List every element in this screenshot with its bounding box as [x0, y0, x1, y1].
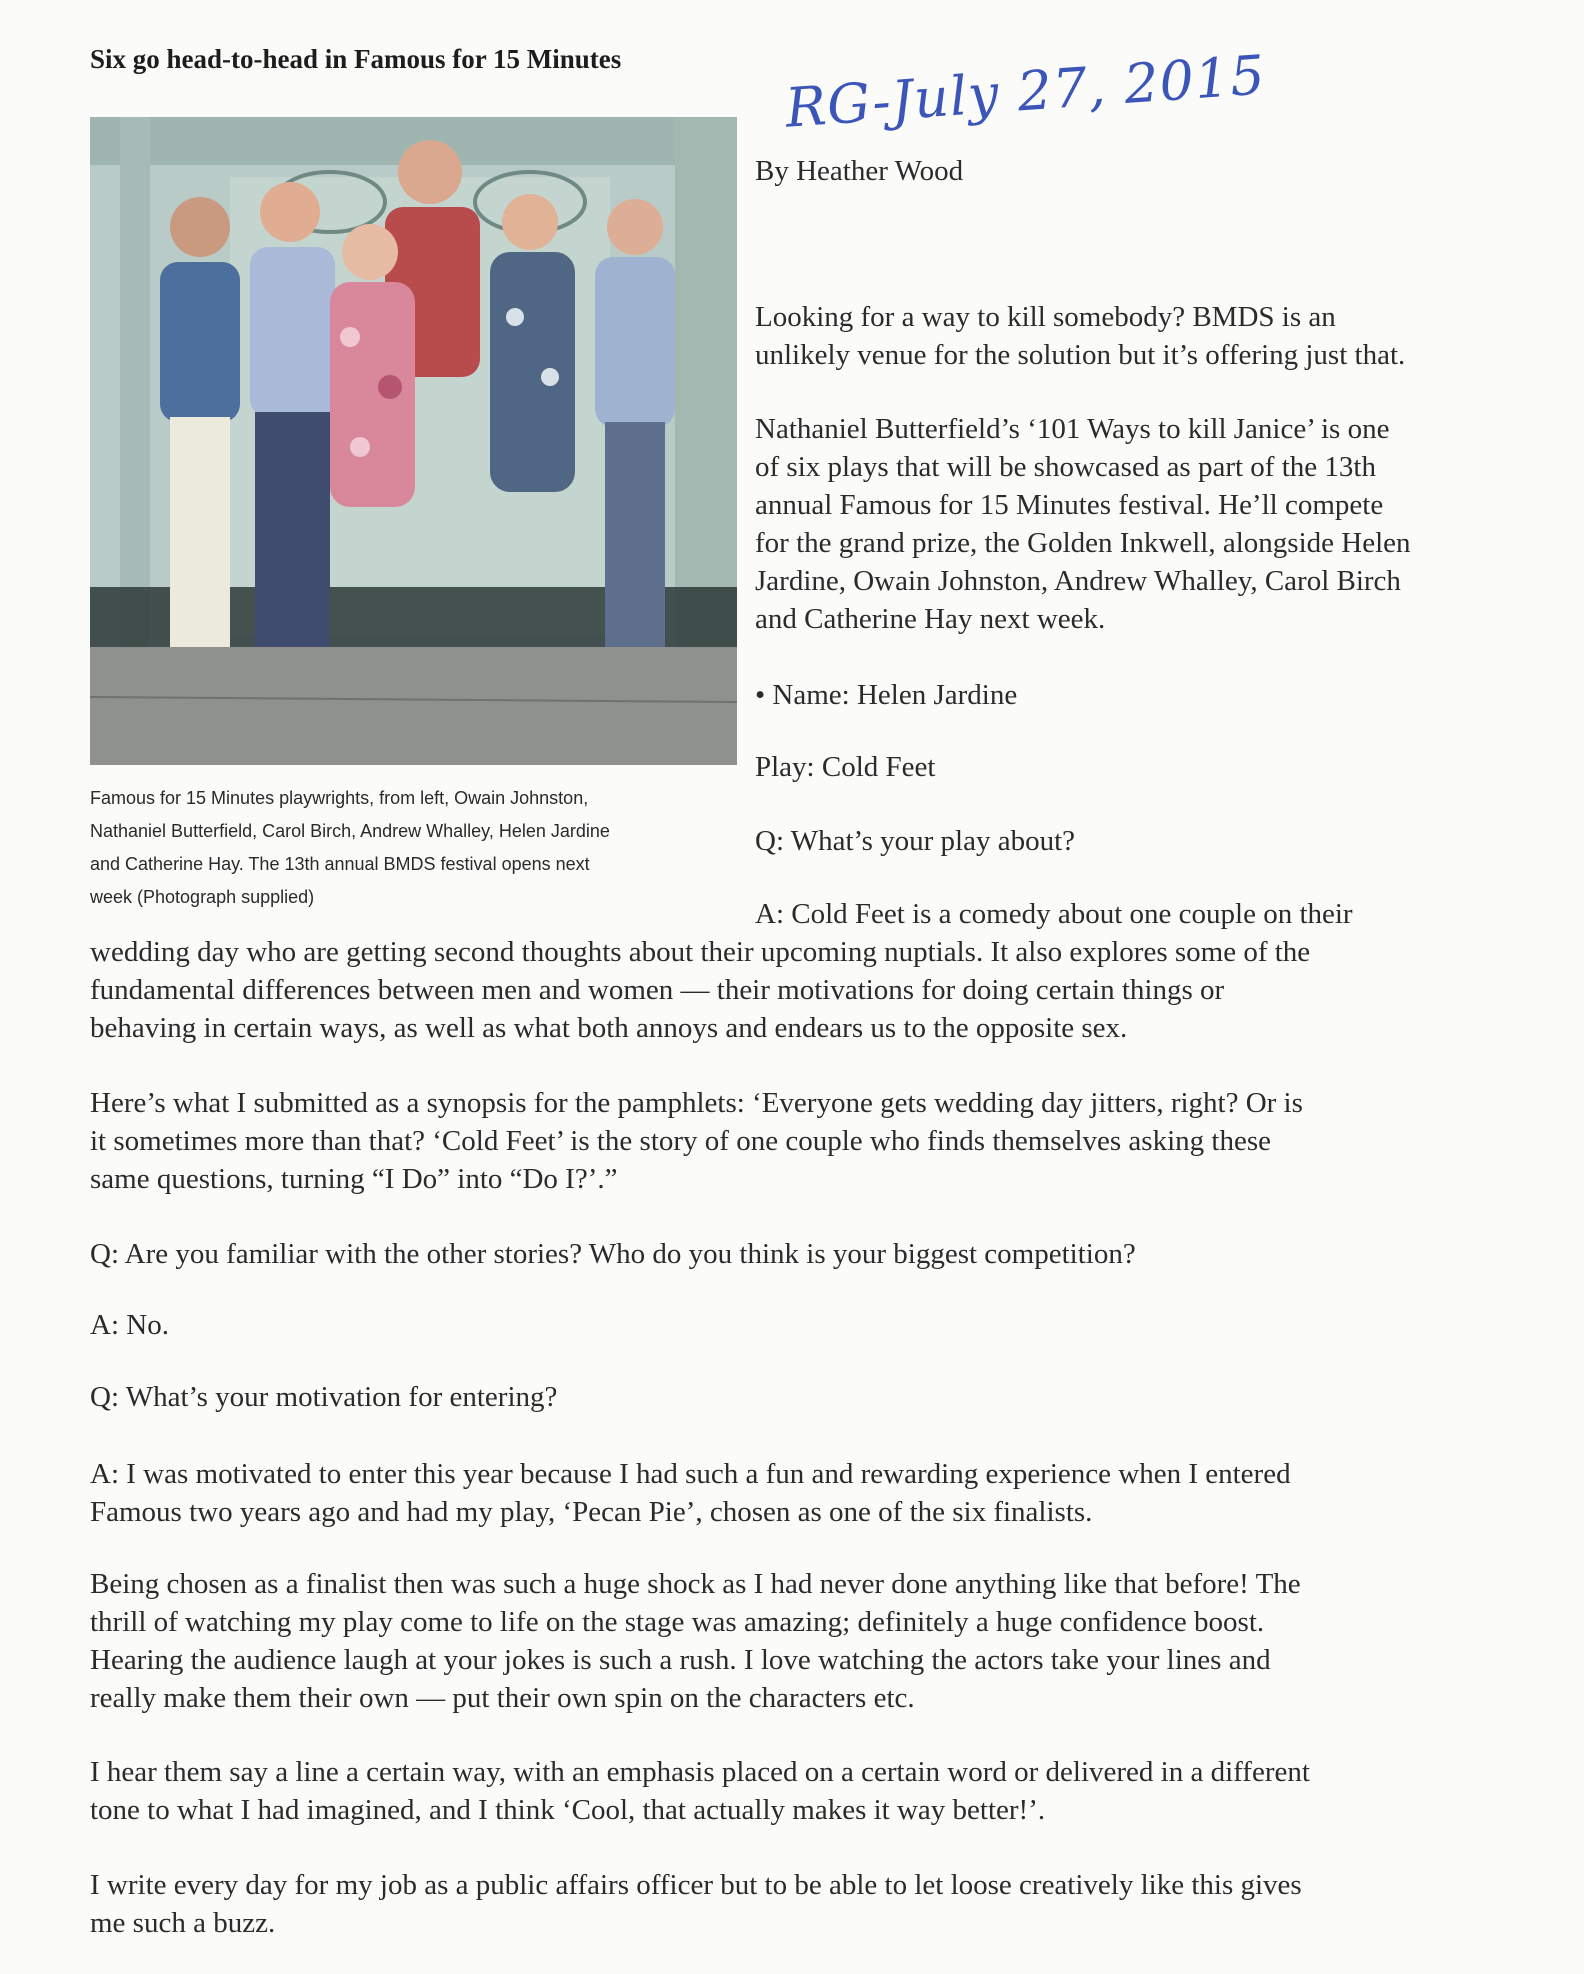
text-line: behaving in certain ways, as well as what both annoys and endears us to the opposite sex. — [90, 1012, 1128, 1044]
synopsis-paragraph — [90, 1084, 1550, 1198]
play-line: Play: Cold Feet — [755, 751, 936, 783]
byline: By Heather Wood — [755, 155, 964, 187]
hear-paragraph — [90, 1753, 1550, 1829]
nominees-paragraph — [755, 410, 1555, 638]
text-line: and Catherine Hay next week. — [755, 603, 1106, 635]
question-2: Q: Are you familiar with the other stories? Who do you think is your biggest competition? — [90, 1238, 1136, 1270]
caption-line: and Catherine Hay. The 13th annual BMDS festival opens next — [90, 854, 590, 874]
photo-caption — [90, 782, 710, 914]
text-line: tone to what I had imagined, and I think ‘Cool, that actually makes it way better!’. — [90, 1794, 1046, 1826]
text-line: of six plays that will be showcased as part of the 13th — [755, 451, 1376, 483]
text-line: I hear them say a line a certain way, with an emphasis placed on a certain word or delivered in a different — [90, 1756, 1310, 1788]
answer-1-start: A: Cold Feet is a comedy about one couple on their — [755, 898, 1353, 930]
text-line: Famous two years ago and had my play, ‘Pecan Pie’, chosen as one of the six finalists. — [90, 1496, 1093, 1528]
text-line: wedding day who are getting second thoughts about their upcoming nuptials. It also explores some of the — [90, 936, 1311, 968]
text-line: Looking for a way to kill somebody? BMDS is an — [755, 301, 1336, 333]
text-line: same questions, turning “I Do” into “Do I?’.” — [90, 1163, 618, 1195]
question-1: Q: What’s your play about? — [755, 825, 1076, 857]
text-line: for the grand prize, the Golden Inkwell, alongside Helen — [755, 527, 1411, 559]
answer-1-rest — [90, 933, 1550, 1047]
group-photo — [90, 117, 737, 765]
text-line: fundamental differences between men and women — their motivations for doing certain things or — [90, 974, 1225, 1006]
answer-3 — [90, 1455, 1550, 1531]
caption-line: week (Photograph supplied) — [90, 887, 315, 907]
handwritten-date-note: RG-July 27, 2015 — [783, 43, 1268, 140]
text-line: me such a buzz. — [90, 1907, 276, 1939]
question-3: Q: What’s your motivation for entering? — [90, 1381, 558, 1413]
finalist-paragraph — [90, 1565, 1550, 1717]
caption-line: Nathaniel Butterfield, Carol Birch, Andrew Whalley, Helen Jardine — [90, 821, 610, 841]
text-line: really make them their own — put their own spin on the characters etc. — [90, 1682, 915, 1714]
text-line: Hearing the audience laugh at your jokes is such a rush. I love watching the actors take your lines and — [90, 1644, 1271, 1676]
text-line: Nathaniel Butterfield’s ‘101 Ways to kill Janice’ is one — [755, 413, 1390, 445]
caption-line: Famous for 15 Minutes playwrights, from left, Owain Johnston, — [90, 788, 589, 808]
intro-paragraph — [755, 298, 1555, 374]
text-line: Jardine, Owain Johnston, Andrew Whalley, Carol Birch — [755, 565, 1401, 597]
group-photo-icon — [90, 117, 737, 765]
text-line: A: I was motivated to enter this year because I had such a fun and rewarding experience when I entered — [90, 1458, 1291, 1490]
text-line: Being chosen as a finalist then was such a huge shock as I had never done anything like that before! The — [90, 1568, 1301, 1600]
text-line: Here’s what I submitted as a synopsis for the pamphlets: ‘Everyone gets wedding day jitters, right? Or is — [90, 1087, 1303, 1119]
text-line: I write every day for my job as a public affairs officer but to be able to let loose creatively like this gives — [90, 1869, 1302, 1901]
answer-2: A: No. — [90, 1309, 169, 1341]
text-line: it sometimes more than that? ‘Cold Feet’ is the story of one couple who finds themselves asking these — [90, 1125, 1271, 1157]
name-line: • Name: Helen Jardine — [755, 679, 1018, 711]
text-line: unlikely venue for the solution but it’s offering just that. — [755, 339, 1406, 371]
write-paragraph — [90, 1866, 1550, 1942]
text-line: thrill of watching my play come to life on the stage was amazing; definitely a huge confidence boost. — [90, 1606, 1265, 1638]
headline: Six go head-to-head in Famous for 15 Minutes — [90, 44, 622, 74]
text-line: annual Famous for 15 Minutes festival. He’ll compete — [755, 489, 1384, 521]
